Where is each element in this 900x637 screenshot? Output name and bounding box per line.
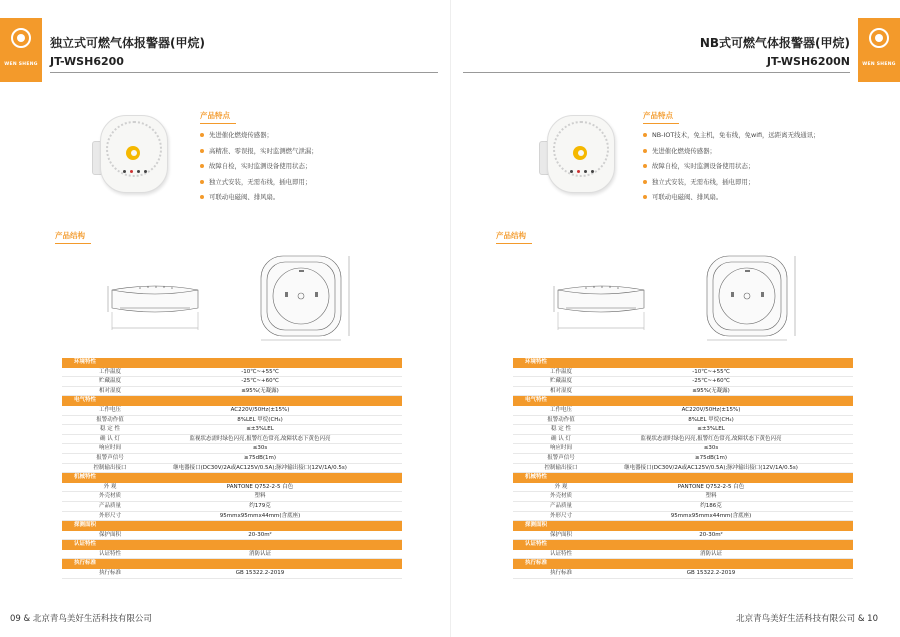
side-view-drawing [100, 268, 210, 340]
right-page [450, 0, 900, 637]
spec-key: 贮藏温度 [549, 378, 572, 385]
spec-table [62, 358, 402, 579]
spec-key: 报警动作值 [96, 416, 124, 423]
side-view-drawing [546, 268, 656, 340]
spec-row [62, 406, 402, 416]
spec-value: 监视状态需时绿色闪亮,报警红色常亮,故障状态下黄色闪亮 [189, 435, 331, 442]
spec-section-header: 执行标准 [62, 559, 402, 569]
spec-value: 20-30m² [699, 531, 723, 538]
spec-key: 外形尺寸 [549, 512, 572, 519]
spec-value: ≤95%(无凝露) [241, 387, 279, 394]
spec-key: 工作温度 [549, 368, 572, 375]
spec-value: PANTONE Q752-2-5 白色 [677, 483, 745, 490]
spec-row [513, 569, 853, 579]
spec-section-header: 认证特性 [513, 540, 853, 550]
spec-value: ≤95%(无凝露) [692, 387, 730, 394]
spec-value: ≥75dB(1m) [694, 454, 728, 461]
spec-key: 认证特性 [98, 550, 121, 557]
spec-row [62, 416, 402, 426]
spec-key: 保护面积 [98, 531, 121, 538]
spec-row [513, 406, 853, 416]
spec-value: 8%LEL 甲烷(CH₄) [237, 416, 283, 423]
model-number: JT-WSH6200N [766, 55, 850, 68]
title-divider [463, 72, 850, 73]
spec-key: 控制输出接口 [544, 464, 578, 471]
spec-row [62, 444, 402, 454]
spec-key: 稳 定 性 [100, 426, 120, 433]
spec-key: 确 认 灯 [551, 435, 571, 442]
features-list [643, 130, 820, 208]
spec-row [62, 387, 402, 397]
feature-item: NB-IOT技术，免主机，免布线，免wifi，远距离无线通讯； [643, 130, 820, 146]
spec-key: 外 观 [103, 483, 117, 490]
spec-value: ≤±3%LEL [697, 426, 725, 433]
spec-section-header: 探测面积 [62, 521, 402, 531]
spec-section-header: 探测面积 [513, 521, 853, 531]
spec-value: ≤±3%LEL [246, 426, 274, 433]
spec-row [62, 435, 402, 445]
brand-name: WEN SHENG [862, 62, 896, 67]
spec-row [62, 502, 402, 512]
model-number: JT-WSH6200 [50, 55, 124, 68]
spec-value: 95mmx95mmx44mm(含底座) [219, 512, 301, 519]
spec-key: 响应时间 [549, 445, 572, 452]
spec-value: ≥75dB(1m) [243, 454, 277, 461]
spec-key: 贮藏温度 [98, 378, 121, 385]
product-photo [92, 115, 170, 195]
spec-section-header: 电气特性 [513, 396, 853, 406]
spec-key: 工作电压 [98, 406, 121, 413]
spec-key: 确 认 灯 [100, 435, 120, 442]
spec-key: 外壳材质 [98, 493, 121, 500]
brand-tab [858, 18, 900, 82]
feature-item: 故障自检，实时监测设备使用状态； [200, 161, 318, 177]
spec-key: 产品质量 [549, 502, 572, 509]
spec-value: -25℃~+60℃ [692, 378, 730, 385]
spec-key: 产品质量 [98, 502, 121, 509]
spec-row [513, 387, 853, 397]
spec-row [513, 550, 853, 560]
spec-value: PANTONE Q752-2-5 白色 [226, 483, 294, 490]
spec-key: 稳 定 性 [551, 426, 571, 433]
spec-section-header: 机械特性 [62, 473, 402, 483]
spec-value: 20-30m² [248, 531, 272, 538]
spec-row [62, 464, 402, 474]
structure-heading: 产品结构 [55, 231, 85, 240]
feature-item: 先进催化燃烧传感器； [643, 146, 820, 162]
spec-value: AC220V/50Hz(±15%) [681, 406, 741, 413]
spec-value: ≤30s [252, 445, 268, 452]
brand-logo-icon [11, 28, 31, 48]
feature-item: 独立式安装，无需布线，插电即用； [643, 177, 820, 193]
top-view-drawing [701, 250, 801, 342]
features-heading: 产品特点 [643, 111, 673, 120]
spec-key: 保护面积 [549, 531, 572, 538]
spec-section-header: 环境特性 [62, 358, 402, 368]
spec-row [62, 531, 402, 541]
spec-value: GB 15322.2-2019 [235, 570, 285, 577]
spec-value: ≤30s [703, 445, 719, 452]
spec-key: 相对湿度 [98, 387, 121, 394]
spec-key: 执行标准 [98, 570, 121, 577]
page-footer: 09 & 北京青鸟美好生活科技有限公司 [10, 614, 152, 624]
spec-key: 外壳材质 [549, 493, 572, 500]
spec-key: 报警动作值 [547, 416, 575, 423]
spec-row [62, 550, 402, 560]
spec-key: 认证特性 [549, 550, 572, 557]
spec-value: 消防认证 [248, 550, 271, 557]
spec-row [513, 377, 853, 387]
spec-row [62, 569, 402, 579]
spec-key: 报警声信号 [547, 454, 575, 461]
spec-key: 报警声信号 [96, 454, 124, 461]
spec-row [513, 416, 853, 426]
indicator-leds [570, 170, 594, 174]
spec-row [62, 377, 402, 387]
spec-value: 监视状态需时绿色闪亮,报警红色常亮,故障状态下黄色闪亮 [640, 435, 782, 442]
product-photo [539, 115, 617, 195]
spec-row [62, 368, 402, 378]
spec-row [513, 492, 853, 502]
spec-value: 塑料 [254, 493, 266, 500]
spec-key: 控制输出接口 [93, 464, 127, 471]
flame-logo-icon [126, 146, 140, 160]
spec-key: 相对湿度 [549, 387, 572, 394]
brand-name: WEN SHENG [4, 62, 38, 67]
spec-value: -10℃~+55℃ [692, 368, 730, 375]
features-heading: 产品特点 [200, 111, 230, 120]
spec-row [513, 435, 853, 445]
spec-value: 继电器接口(DC30V/2A或AC125V/0.5A);脉冲输出接口(12V/1A/0.5s) [173, 464, 347, 471]
spec-row [513, 464, 853, 474]
spec-row [513, 531, 853, 541]
spec-value: 8%LEL 甲烷(CH₄) [688, 416, 734, 423]
spec-row [513, 368, 853, 378]
spec-row [513, 483, 853, 493]
spec-row [62, 454, 402, 464]
spec-section-header: 认证特性 [62, 540, 402, 550]
feature-item: 先进催化燃烧传感器； [200, 130, 318, 146]
spec-key: 工作电压 [549, 406, 572, 413]
spec-row [62, 483, 402, 493]
feature-item: 可联动电磁阀、排风扇。 [200, 192, 318, 208]
spec-row [513, 444, 853, 454]
page-footer: 北京青鸟美好生活科技有限公司 & 10 [736, 614, 878, 624]
top-view-drawing [255, 250, 355, 342]
title-divider [50, 72, 438, 73]
feature-item: 故障自检，实时监测设备使用状态； [643, 161, 820, 177]
spec-value: -25℃~+60℃ [241, 378, 279, 385]
feature-item: 高精准、零误报，实时监测燃气泄漏； [200, 146, 318, 162]
spec-key: 外形尺寸 [98, 512, 121, 519]
page-title: 独立式可燃气体报警器(甲烷) [50, 36, 205, 50]
page-title: NB式可燃气体报警器(甲烷) [699, 36, 850, 50]
spec-row [513, 454, 853, 464]
spec-key: 执行标准 [549, 570, 572, 577]
features-list [200, 130, 318, 208]
spec-value: 继电器接口(DC30V/2A或AC125V/0.5A);脉冲输出接口(12V/1A/0.5s) [624, 464, 798, 471]
spec-key: 外 观 [554, 483, 568, 490]
spec-value: -10℃~+55℃ [241, 368, 279, 375]
spec-section-header: 环境特性 [513, 358, 853, 368]
spec-row [62, 425, 402, 435]
feature-item: 可联动电磁阀、排风扇。 [643, 192, 820, 208]
spec-value: AC220V/50Hz(±15%) [230, 406, 290, 413]
spec-section-header: 电气特性 [62, 396, 402, 406]
spec-row [513, 512, 853, 522]
spec-value: 95mmx95mmx44mm(含底座) [670, 512, 752, 519]
feature-item: 独立式安装，无需布线，插电即用； [200, 177, 318, 193]
flame-logo-icon [573, 146, 587, 160]
brand-logo-icon [869, 28, 889, 48]
spec-key: 工作温度 [98, 368, 121, 375]
spec-value: GB 15322.2-2019 [686, 570, 736, 577]
spec-row [513, 502, 853, 512]
spec-value: 约179克 [249, 502, 271, 509]
spec-section-header: 机械特性 [513, 473, 853, 483]
brand-tab [0, 18, 42, 82]
spec-value: 塑料 [705, 493, 717, 500]
spec-value: 约186克 [700, 502, 722, 509]
spec-row [513, 425, 853, 435]
spec-section-header: 执行标准 [513, 559, 853, 569]
indicator-leds [123, 170, 147, 174]
spec-value: 消防认证 [699, 550, 722, 557]
spec-table [513, 358, 853, 579]
spec-row [62, 512, 402, 522]
spec-key: 响应时间 [98, 445, 121, 452]
spec-row [62, 492, 402, 502]
structure-heading: 产品结构 [496, 231, 526, 240]
